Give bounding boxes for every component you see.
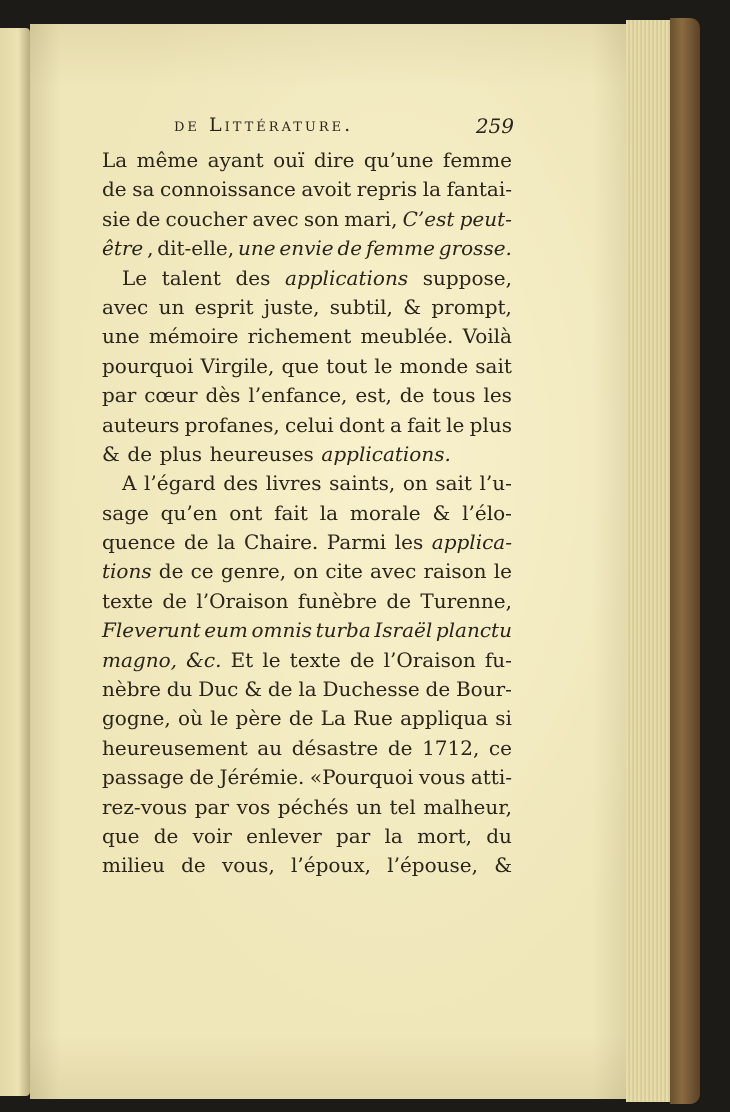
word: &: [102, 441, 120, 466]
word: plus: [159, 441, 202, 466]
word: dit-elle,: [157, 236, 235, 261]
word: fait: [274, 500, 308, 525]
word: père: [235, 706, 282, 731]
word: Et: [230, 647, 254, 672]
word: dont: [338, 412, 385, 437]
text-line: [102, 322, 512, 351]
word: la: [422, 177, 442, 202]
text-line: [102, 411, 512, 440]
word: milieu: [102, 853, 165, 878]
word: Le: [122, 265, 148, 290]
word: si: [495, 706, 512, 731]
word: gogne,: [102, 706, 171, 731]
word: au: [257, 735, 283, 760]
word: peut-: [459, 206, 512, 231]
word: de: [399, 383, 425, 408]
word: est,: [355, 383, 392, 408]
word: fait: [407, 412, 441, 437]
word: être: [102, 236, 144, 261]
word: péchés: [277, 794, 349, 819]
word: ,: [147, 236, 154, 261]
word: l’u-: [479, 471, 512, 496]
word: turba: [315, 618, 371, 643]
text-line: [102, 352, 512, 381]
word: enlever: [246, 823, 322, 848]
word: avoit: [301, 177, 352, 202]
word: le: [446, 412, 465, 437]
word: juste,: [263, 294, 320, 319]
word: fu-: [484, 647, 512, 672]
word: la: [298, 677, 317, 702]
word: que: [281, 353, 320, 378]
word: tout: [326, 353, 368, 378]
word: la: [217, 530, 236, 555]
word: le: [262, 647, 281, 672]
word: le: [210, 706, 229, 731]
word: l’Oraison: [196, 588, 289, 613]
word: l’élo-: [462, 500, 512, 525]
word: applications.: [321, 441, 451, 466]
word: profanes,: [184, 412, 280, 437]
word: ce: [488, 735, 512, 760]
word: malheur,: [423, 794, 512, 819]
word: cœur: [144, 383, 198, 408]
word: l’épouse,: [387, 853, 478, 878]
text-line: [102, 616, 512, 645]
word: envie: [279, 236, 334, 261]
word: les: [394, 530, 424, 555]
word: vous,: [221, 853, 275, 878]
word: Virgile,: [200, 353, 275, 378]
word: avec: [102, 294, 149, 319]
word: avec: [252, 206, 299, 231]
word: de: [386, 588, 412, 613]
word: que: [102, 823, 140, 848]
word: 1712,: [422, 735, 480, 760]
text-line: [102, 587, 512, 616]
word: Jérémie.: [219, 765, 305, 790]
text-line: [102, 528, 512, 557]
text-line: [102, 146, 512, 175]
word: omnis: [251, 618, 312, 643]
word: &: [432, 500, 451, 525]
word: des: [223, 471, 259, 496]
text-line: [102, 234, 512, 263]
word: magno,: [102, 647, 177, 672]
running-head: de Littérature.: [174, 114, 354, 136]
word: planctu: [435, 618, 512, 643]
word: funèbre: [297, 588, 378, 613]
text-line: [102, 763, 512, 792]
text-line: [102, 646, 512, 675]
word: de: [387, 735, 413, 760]
word: fantai-: [446, 177, 512, 202]
word: Israël: [374, 618, 433, 643]
word: des: [235, 265, 271, 290]
text-line: [102, 704, 512, 733]
word: Duchesse: [322, 677, 420, 702]
word: dire: [313, 148, 355, 172]
word: morale: [349, 500, 421, 525]
word: subtil,: [329, 294, 393, 319]
word: Duc: [198, 677, 239, 702]
word: de: [425, 677, 451, 702]
word: un: [158, 294, 185, 319]
word: appliqua: [400, 706, 489, 731]
word: de: [158, 559, 184, 584]
word: Rue: [353, 706, 393, 731]
word: eum: [204, 618, 248, 643]
word: de: [189, 765, 214, 790]
text-line: [102, 264, 512, 293]
word: esprit: [194, 294, 254, 319]
word: ce: [190, 559, 214, 584]
text-line: [102, 175, 512, 204]
text-line: [102, 440, 512, 469]
word: de: [135, 206, 161, 231]
word: &: [403, 294, 422, 319]
word: talent: [161, 265, 221, 290]
word: «Pourquoi: [309, 765, 414, 790]
word: a: [389, 412, 402, 437]
word: A: [122, 471, 137, 496]
word: saints,: [329, 471, 396, 496]
word: où: [177, 706, 203, 731]
word: du: [166, 677, 193, 702]
word: raison: [423, 559, 487, 584]
word: de: [288, 706, 314, 731]
word: de: [337, 236, 363, 261]
word: mémoire: [148, 324, 239, 349]
word: plus: [469, 412, 512, 437]
word: voir: [192, 823, 232, 848]
word: Chaire.: [244, 530, 319, 555]
word: atti-: [470, 765, 512, 790]
word: Parmi: [326, 530, 387, 555]
word: de: [267, 677, 293, 702]
word: désastre: [291, 735, 379, 760]
word: sie: [102, 206, 131, 231]
text-line: [102, 205, 512, 234]
word: sa: [132, 177, 155, 202]
word: Turenne,: [420, 588, 512, 613]
word: par: [336, 823, 371, 848]
word: le: [493, 559, 512, 584]
word: applications: [285, 265, 409, 290]
word: de: [127, 441, 153, 466]
text-line: [102, 675, 512, 704]
page-number: 259: [475, 114, 514, 138]
word: livres: [265, 471, 322, 496]
word: La: [320, 706, 346, 731]
word: &: [244, 677, 263, 702]
word: qu’une: [363, 148, 434, 172]
word: qu’en: [160, 500, 218, 525]
word: grosse.: [438, 236, 512, 261]
word: vous: [418, 765, 466, 790]
word: coucher: [165, 206, 248, 231]
page-block-edges: [626, 20, 672, 1102]
word: cite: [325, 559, 363, 584]
word: prompt,: [431, 294, 512, 319]
word: les: [483, 383, 512, 408]
word: on: [402, 471, 428, 496]
word: femme: [365, 236, 435, 261]
word: La: [102, 148, 128, 172]
word: tel: [389, 794, 416, 819]
word: celui: [284, 412, 334, 437]
word: avec: [370, 559, 417, 584]
word: de: [153, 823, 179, 848]
word: heureuses: [209, 441, 314, 466]
body-text: [102, 146, 512, 881]
word: dès: [205, 383, 241, 408]
word: sait: [475, 353, 512, 378]
word: quence: [102, 530, 176, 555]
word: ouï: [273, 148, 305, 172]
word: texte: [289, 647, 341, 672]
word: de: [349, 647, 375, 672]
text-line: [102, 499, 512, 528]
word: l’égard: [144, 471, 216, 496]
word: un: [356, 794, 382, 819]
word: genre,: [220, 559, 287, 584]
word: par: [194, 794, 230, 819]
word: texte: [102, 588, 154, 613]
word: l’époux,: [291, 853, 371, 878]
text-line: [102, 793, 512, 822]
word: Voilà: [462, 324, 512, 349]
word: de: [102, 177, 127, 202]
book-cover-edge: [670, 18, 700, 1104]
word: du: [486, 823, 512, 848]
word: par: [102, 383, 137, 408]
word: rez-vous: [102, 794, 188, 819]
word: on: [293, 559, 319, 584]
word: tous: [432, 383, 476, 408]
word: monde: [399, 353, 469, 378]
word: l’enfance,: [248, 383, 348, 408]
word: mort,: [417, 823, 473, 848]
word: de: [162, 588, 187, 613]
word: sage: [102, 500, 149, 525]
word: ayant: [207, 148, 264, 172]
text-line: [102, 734, 512, 763]
word: passage: [102, 765, 184, 790]
word: une: [102, 324, 140, 349]
text-line: [102, 851, 512, 880]
word: &c.: [186, 647, 222, 672]
word: même: [136, 148, 199, 172]
word: meublée.: [360, 324, 454, 349]
word: nèbre: [102, 677, 161, 702]
text-line: [102, 557, 512, 586]
text-line: [102, 381, 512, 410]
word: de: [181, 853, 206, 878]
word: pourquoi: [102, 353, 194, 378]
word: sait: [435, 471, 472, 496]
word: repris: [356, 177, 418, 202]
word: tions: [102, 559, 152, 584]
word: applica-: [431, 530, 512, 555]
word: l’Oraison: [383, 647, 476, 672]
word: connoissance: [160, 177, 296, 202]
text-line: [102, 293, 512, 322]
word: &: [494, 853, 512, 878]
word: le: [374, 353, 393, 378]
word: vos: [236, 794, 271, 819]
word: de: [183, 530, 209, 555]
word: heureusement: [102, 735, 248, 760]
word: femme: [442, 148, 512, 172]
word: suppose,: [422, 265, 512, 290]
word: mari,: [344, 206, 398, 231]
word: une: [237, 236, 276, 261]
word: Fleverunt: [102, 618, 201, 643]
facing-page-edge: [0, 28, 30, 1096]
word: C’est: [402, 206, 455, 231]
text-line: [102, 469, 512, 498]
word: son: [303, 206, 340, 231]
word: la: [384, 823, 403, 848]
word: auteurs: [102, 412, 180, 437]
word: Bour-: [455, 677, 512, 702]
word: ont: [229, 500, 263, 525]
page-header: [174, 114, 514, 146]
word: richement: [247, 324, 352, 349]
word: la: [319, 500, 339, 525]
text-line: [102, 822, 512, 851]
